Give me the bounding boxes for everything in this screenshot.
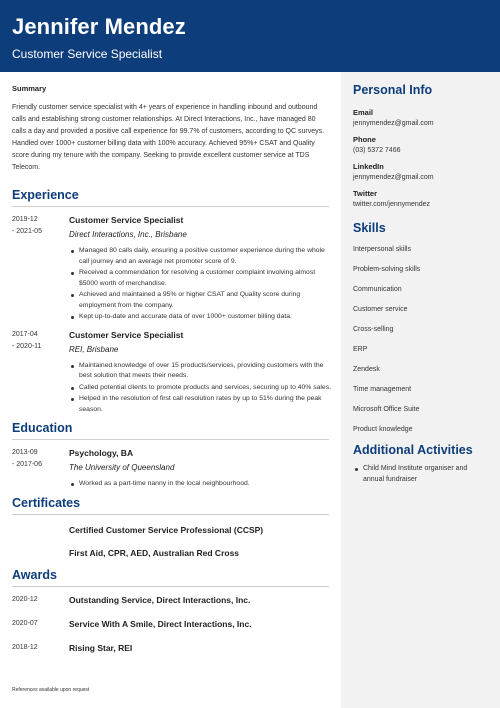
- award-name: Outstanding Service, Direct Interactions, Inc.: [69, 594, 251, 605]
- entry-role: Customer Service Specialist: [69, 215, 184, 225]
- certificate-item: First Aid, CPR, AED, Australian Red Cross: [69, 547, 240, 558]
- candidate-name: Jennifer Mendez: [12, 14, 186, 39]
- award-date: 2020-07: [12, 619, 38, 627]
- entry-dates: 2013-09 - 2017-06: [12, 449, 42, 468]
- bullet-item: Helped in the resolution of first call resolution rates by up to 51% during the peak season.: [69, 394, 331, 415]
- skill-item: Interpersonal skills: [353, 246, 411, 253]
- field-value[interactable]: twitter.com/jennymendez: [353, 201, 431, 208]
- education-title: Education: [12, 421, 73, 435]
- entry-dates: 2019-12 - 2021-05: [12, 216, 42, 235]
- summary-label: Summary: [12, 84, 47, 93]
- education-section: [12, 421, 329, 490]
- education-entry: [12, 447, 329, 490]
- award-name: Service With A Smile, Direct Interactions, Inc.: [69, 618, 252, 629]
- experience-title: Experience: [12, 188, 79, 202]
- entry-school: The University of Queensland: [69, 463, 175, 472]
- personal-info-title: Personal Info: [353, 83, 433, 97]
- skill-item: Customer service: [353, 306, 408, 313]
- section-divider: [12, 514, 329, 515]
- bullet-item: Worked as a part-time nanny in the local neighbourhood.: [69, 479, 331, 490]
- awards-section: [12, 568, 329, 654]
- bullet-item: Called potential clients to promote products and services, securing up to 40% sales.: [69, 383, 331, 394]
- entry-org: Direct Interactions, Inc., Brisbane: [69, 230, 187, 239]
- skill-item: Microsoft Office Suite: [353, 406, 420, 413]
- activity-item: Child Mind Institute organiser and annual fundraiser: [353, 464, 483, 485]
- entry-bullets: [69, 361, 329, 416]
- summary-text: Friendly customer service specialist with 4+ years of experience in handling inbound and outbound calls and establishing strong customer relationships. At Direct Interactions, Inc., have managed 80 calls a day and provided a positive call experience for 99.7% of customers, according to QC surveys. Handled over 1000+ customer billing data with 100% accuracy. Achieved 95%+ CSAT and Quality score during my tenure with the company. Seeking to provide excellent customer service at TDS Telecom.: [12, 104, 325, 171]
- bullet-item: Kept up-to-date and accurate data of over 1000+ customer billing data.: [69, 312, 331, 323]
- experience-entry: [12, 214, 329, 323]
- award-date: 2020-12: [12, 595, 38, 603]
- bullet-item: Received a commendation for resolving a customer complaint involving almost $5000 worth of merchandise.: [69, 268, 331, 289]
- main-column: [0, 72, 341, 708]
- award-item: [12, 618, 329, 630]
- award-name: Rising Star, REI: [69, 642, 133, 653]
- field-value[interactable]: jennymendez@gmail.com: [353, 174, 434, 181]
- activities-list: [353, 464, 490, 485]
- entry-org: REI, Brisbane: [69, 344, 119, 354]
- skill-item: Problem-solving skills: [353, 266, 421, 273]
- field-label: Email: [353, 108, 374, 117]
- certificates-section: [12, 496, 329, 559]
- bullet-item: Achieved and maintained a 95% or higher CSAT and Quality score during employment from the company.: [69, 290, 331, 311]
- field-label: LinkedIn: [353, 162, 384, 171]
- skill-item: Zendesk: [353, 366, 380, 373]
- field-label: Twitter: [353, 189, 378, 198]
- section-divider: [12, 586, 329, 587]
- entry-bullets: [69, 246, 329, 323]
- award-item: [12, 594, 329, 606]
- skill-item: Cross-selling: [353, 326, 394, 333]
- certificates-title: Certificates: [12, 495, 81, 510]
- section-divider: [12, 206, 329, 207]
- field-value[interactable]: jennymendez@gmail.com: [353, 120, 434, 127]
- certificate-item: Certified Customer Service Professional (CCSP): [69, 524, 264, 535]
- skill-item: Time management: [353, 386, 412, 393]
- awards-title: Awards: [12, 567, 57, 582]
- bullet-item: Managed 80 calls daily, ensuring a positive customer experience during the whole call journey and an average net promoter score of 9.: [69, 246, 331, 267]
- resume-header: [0, 0, 500, 72]
- skills-title: Skills: [353, 221, 386, 235]
- skill-item: Product knowledge: [353, 426, 413, 433]
- entry-degree: Psychology, BA: [69, 448, 134, 458]
- entry-dates: 2017-04 - 2020-11: [12, 330, 42, 350]
- field-value[interactable]: (03) 5372 7466: [353, 147, 401, 154]
- contact-field-linkedin: [353, 162, 490, 183]
- contact-field-email: [353, 108, 490, 129]
- skill-item: ERP: [353, 346, 368, 353]
- contact-field-twitter: [353, 189, 490, 210]
- field-label: Phone: [353, 135, 376, 144]
- entry-bullets: [69, 479, 329, 490]
- references-note: References available upon request: [12, 687, 90, 693]
- experience-entry: [12, 329, 329, 416]
- contact-field-phone: [353, 135, 490, 156]
- section-divider: [12, 439, 329, 440]
- bullet-item: Maintained knowledge of over 15 products/services, providing customers with the best solution that meets their needs.: [69, 361, 331, 382]
- skills-list: [353, 245, 490, 435]
- entry-role: Customer Service Specialist: [69, 329, 184, 340]
- candidate-title: Customer Service Specialist: [12, 47, 163, 61]
- award-item: [12, 642, 329, 654]
- sidebar: [341, 72, 500, 708]
- experience-section: [12, 188, 329, 415]
- award-date: 2018-12: [12, 643, 38, 651]
- additional-activities-title: Additional Activities: [353, 443, 473, 457]
- skill-item: Communication: [353, 286, 402, 293]
